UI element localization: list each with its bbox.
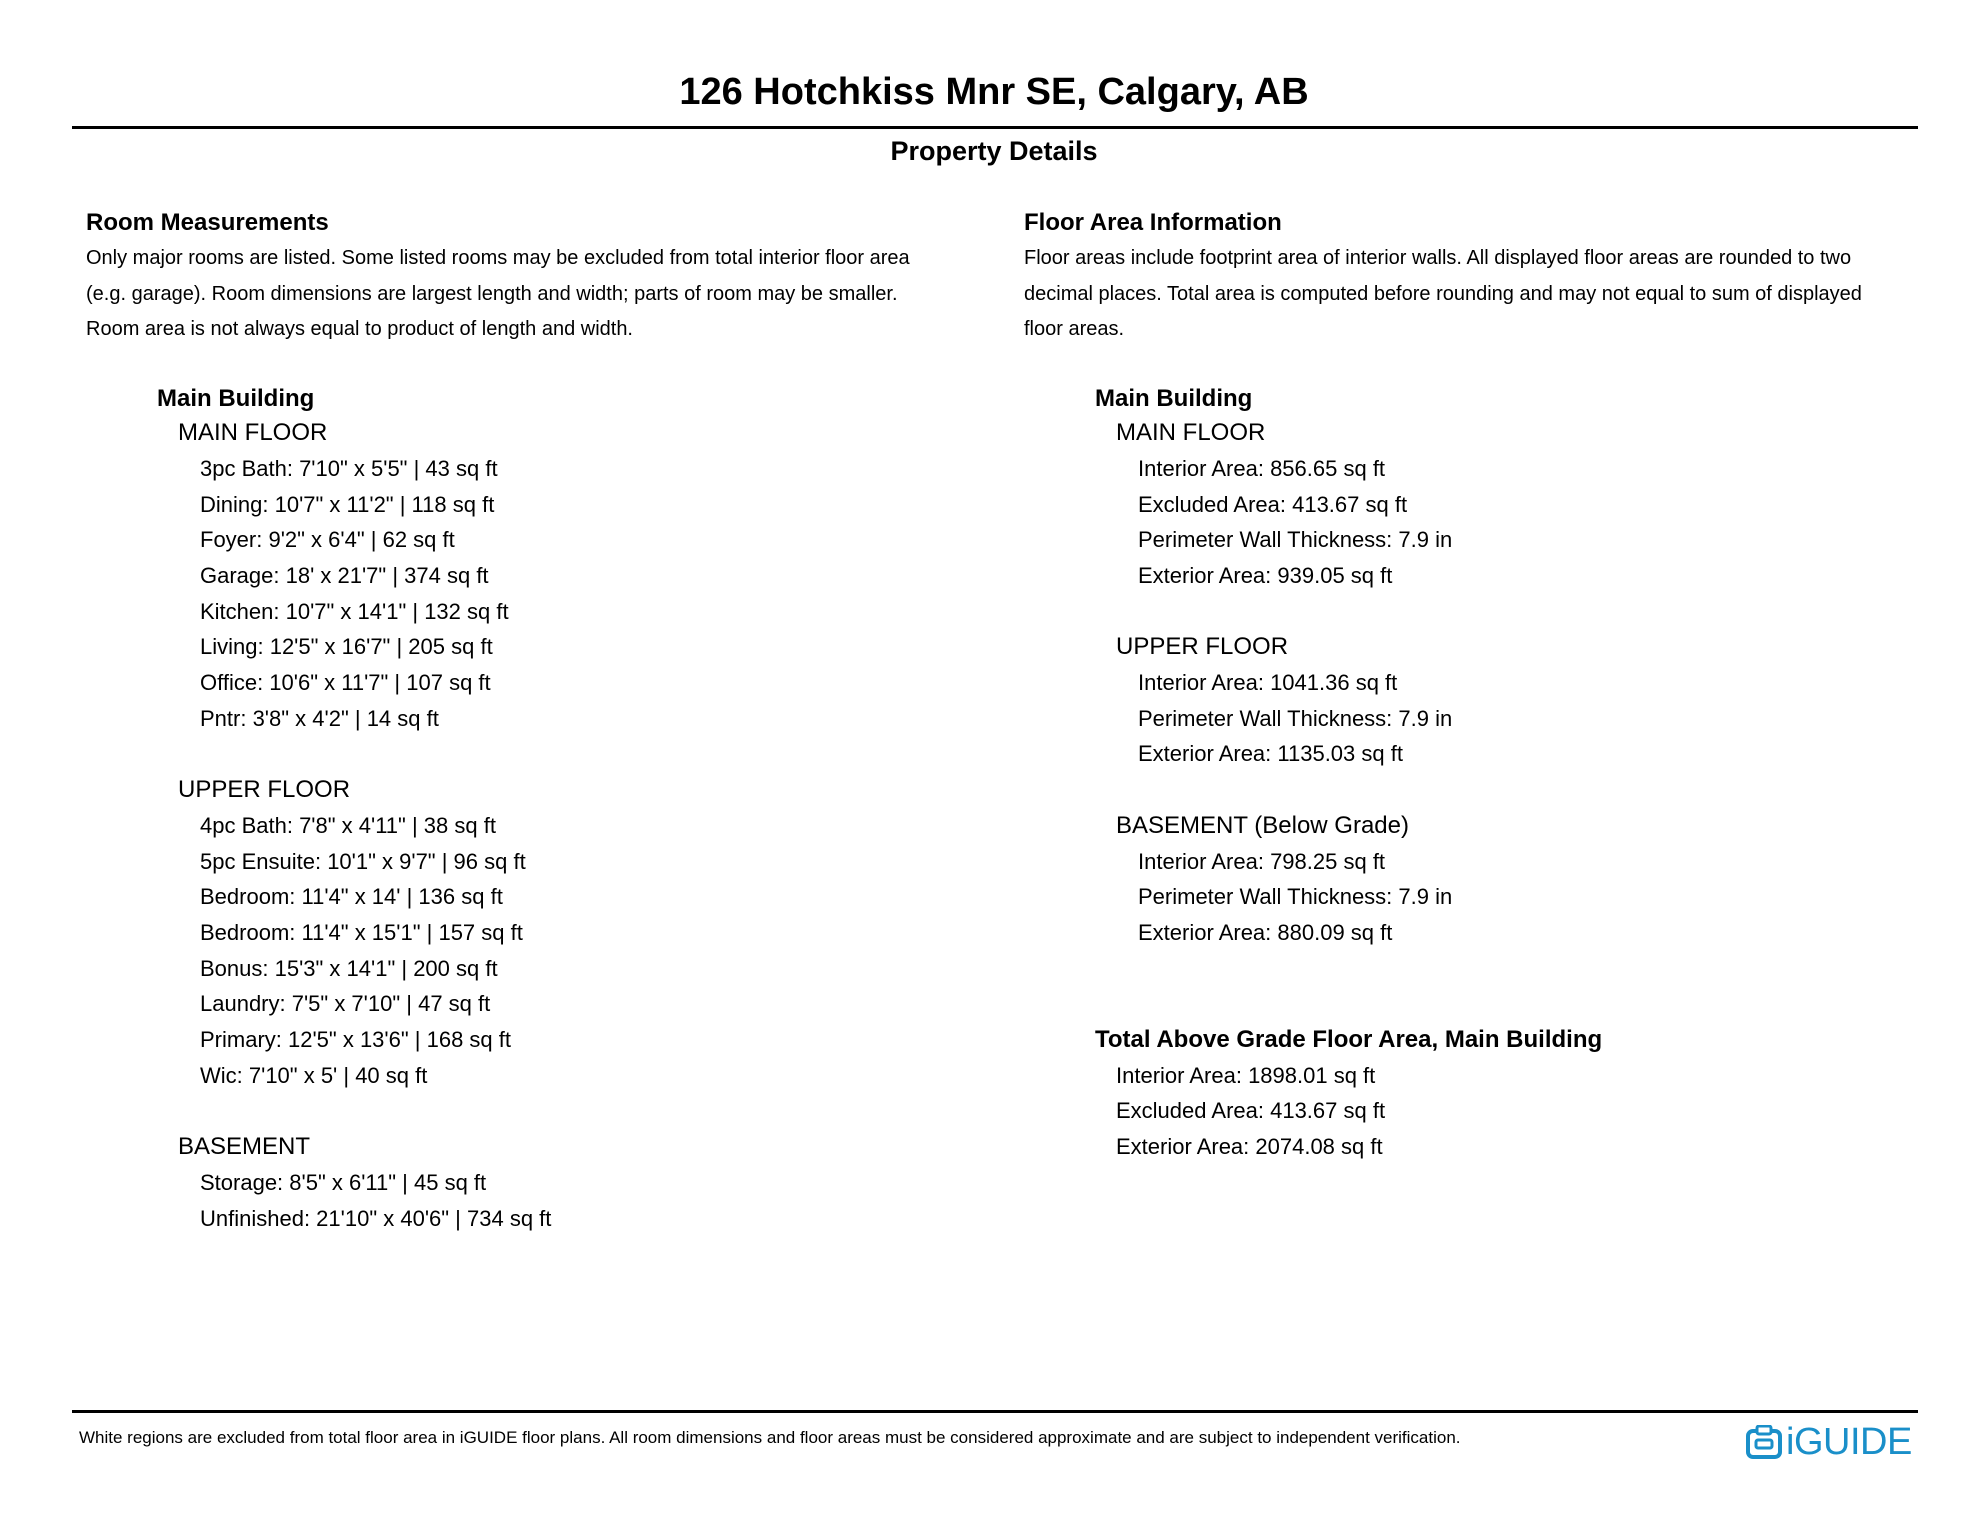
room-item: Primary: 12'5" x 13'6" | 168 sq ft bbox=[200, 1027, 511, 1053]
room-item: 5pc Ensuite: 10'1" x 9'7" | 96 sq ft bbox=[200, 848, 526, 874]
iguide-logo-text: iGUIDE bbox=[1786, 1421, 1912, 1463]
intro-line: Room area is not always equal to product of length and width. bbox=[86, 318, 633, 341]
iguide-logo bbox=[1746, 1422, 1912, 1462]
room-item: Storage: 8'5" x 6'11" | 45 sq ft bbox=[200, 1169, 487, 1195]
room-item: Garage: 18' x 21'7" | 374 sq ft bbox=[200, 562, 489, 588]
room-item: Office: 10'6" x 11'7" | 107 sq ft bbox=[200, 670, 491, 696]
floor-main bbox=[178, 415, 986, 736]
floor-area-intro bbox=[1024, 241, 1934, 348]
area-floor-basement bbox=[1116, 808, 1934, 951]
total-area-item: Exterior Area: 2074.08 sq ft bbox=[1116, 1134, 1383, 1160]
area-item: Perimeter Wall Thickness: 7.9 in bbox=[1138, 527, 1453, 553]
footer-note: White regions are excluded from total floor area in iGUIDE floor plans. All room dimensions and floor areas must be considered approximate and are subject to independent verification. bbox=[79, 1428, 1461, 1447]
intro-line: Only major rooms are listed. Some listed rooms may be excluded from total interior floor area bbox=[86, 247, 910, 269]
area-item: Exterior Area: 939.05 sq ft bbox=[1138, 562, 1393, 588]
floor-title: BASEMENT bbox=[178, 1133, 311, 1161]
total-area-item: Excluded Area: 413.67 sq ft bbox=[1116, 1098, 1386, 1124]
room-item: Living: 12'5" x 16'7" | 205 sq ft bbox=[200, 634, 493, 660]
area-item: Exterior Area: 880.09 sq ft bbox=[1138, 919, 1393, 945]
room-item: Foyer: 9'2" x 6'4" | 62 sq ft bbox=[200, 527, 455, 553]
page-subtitle: Property Details bbox=[890, 136, 1098, 166]
floor-title: MAIN FLOOR bbox=[178, 419, 328, 447]
room-measurements-heading: Room Measurements bbox=[86, 209, 329, 236]
room-measurements-section bbox=[86, 207, 986, 1236]
area-floor-upper bbox=[1116, 629, 1934, 772]
floor-basement bbox=[178, 1129, 986, 1236]
iguide-logo-icon bbox=[1746, 1425, 1782, 1459]
floor-title: UPPER FLOOR bbox=[178, 776, 351, 804]
building-heading: Main Building bbox=[1095, 385, 1253, 413]
floor-upper bbox=[178, 772, 986, 1093]
floor-area-heading: Floor Area Information bbox=[1024, 209, 1282, 236]
title-divider bbox=[72, 126, 1918, 129]
room-item: Unfinished: 21'10" x 40'6" | 734 sq ft bbox=[200, 1205, 552, 1231]
room-measurements-intro bbox=[86, 241, 986, 348]
area-item: Exterior Area: 1135.03 sq ft bbox=[1138, 741, 1403, 767]
footer-divider bbox=[72, 1410, 1918, 1413]
building-heading: Main Building bbox=[157, 385, 315, 413]
floor-title: BASEMENT (Below Grade) bbox=[1116, 811, 1409, 839]
area-item: Interior Area: 856.65 sq ft bbox=[1138, 455, 1386, 481]
room-item: Bedroom: 11'4" x 15'1" | 157 sq ft bbox=[200, 919, 523, 945]
floor-area-section bbox=[1024, 207, 1934, 1165]
area-item: Perimeter Wall Thickness: 7.9 in bbox=[1138, 884, 1453, 910]
intro-line: (e.g. garage). Room dimensions are largest length and width; parts of room may be smaller. bbox=[86, 282, 898, 305]
room-item: Dining: 10'7" x 11'2" | 118 sq ft bbox=[200, 491, 495, 517]
room-item: Bonus: 15'3" x 14'1" | 200 sq ft bbox=[200, 955, 498, 981]
area-item: Interior Area: 1041.36 sq ft bbox=[1138, 670, 1398, 696]
intro-line: decimal places. Total area is computed before rounding and may not equal to sum of displayed bbox=[1024, 282, 1862, 305]
area-item: Perimeter Wall Thickness: 7.9 in bbox=[1138, 705, 1453, 731]
area-floor-main bbox=[1116, 415, 1934, 594]
total-area-item: Interior Area: 1898.01 sq ft bbox=[1116, 1062, 1376, 1088]
room-item: Kitchen: 10'7" x 14'1" | 132 sq ft bbox=[200, 598, 509, 624]
intro-line: Floor areas include footprint area of interior walls. All displayed floor areas are rounded to two bbox=[1024, 247, 1852, 269]
intro-line: floor areas. bbox=[1024, 318, 1125, 341]
area-item: Interior Area: 798.25 sq ft bbox=[1138, 848, 1386, 874]
floor-title: UPPER FLOOR bbox=[1116, 633, 1289, 661]
area-item: Excluded Area: 413.67 sq ft bbox=[1138, 491, 1408, 517]
page-title: 126 Hotchkiss Mnr SE, Calgary, AB bbox=[679, 71, 1309, 113]
room-item: 4pc Bath: 7'8" x 4'11" | 38 sq ft bbox=[200, 812, 496, 838]
room-item: Wic: 7'10" x 5' | 40 sq ft bbox=[200, 1062, 428, 1088]
room-item: Bedroom: 11'4" x 14' | 136 sq ft bbox=[200, 884, 503, 910]
room-item: 3pc Bath: 7'10" x 5'5" | 43 sq ft bbox=[200, 455, 498, 481]
room-item: Laundry: 7'5" x 7'10" | 47 sq ft bbox=[200, 991, 491, 1017]
total-area-heading: Total Above Grade Floor Area, Main Building bbox=[1095, 1026, 1603, 1054]
floor-title: MAIN FLOOR bbox=[1116, 419, 1266, 447]
room-item: Pntr: 3'8" x 4'2" | 14 sq ft bbox=[200, 705, 439, 731]
